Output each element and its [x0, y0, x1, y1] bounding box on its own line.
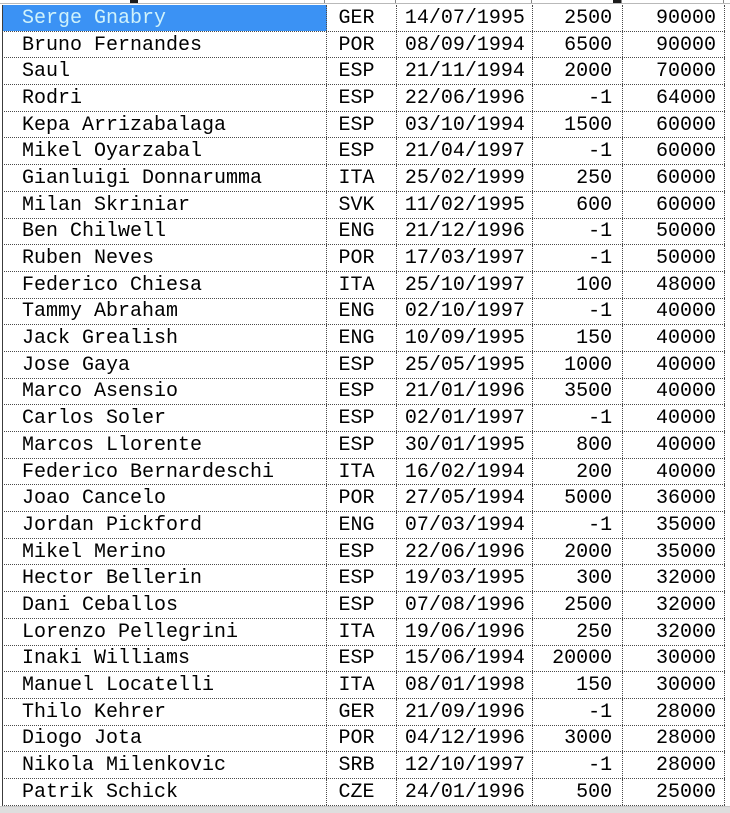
cell-value-1[interactable]: 1500 [533, 112, 623, 138]
cell-birth-date[interactable]: 19/03/1995 [397, 565, 533, 591]
cell-birth-date[interactable]: 22/06/1996 [397, 85, 533, 111]
cell-value-1[interactable]: -1 [533, 138, 623, 164]
table-row[interactable] [2, 245, 725, 272]
cell-birth-date[interactable]: 02/10/1997 [397, 299, 533, 325]
cell-player-name[interactable]: Jordan Pickford [3, 512, 327, 538]
cell-value-2[interactable]: 64000 [623, 85, 725, 111]
cell-player-name[interactable]: Bruno Fernandes [3, 32, 327, 58]
cell-value-1[interactable]: 300 [533, 565, 623, 591]
cell-birth-date[interactable]: 21/01/1996 [397, 379, 533, 405]
table-row[interactable] [2, 85, 725, 112]
cell-player-name[interactable]: Thilo Kehrer [3, 699, 327, 725]
cell-player-name[interactable]: Serge Gnabry [3, 5, 327, 31]
cell-value-2[interactable]: 70000 [623, 58, 725, 84]
cell-value-2[interactable]: 35000 [623, 539, 725, 565]
table-row[interactable] [2, 379, 725, 406]
cell-birth-date[interactable]: 30/01/1995 [397, 432, 533, 458]
cell-nationality[interactable]: POR [327, 726, 398, 752]
cell-birth-date[interactable]: 21/12/1996 [397, 219, 533, 245]
cell-player-name[interactable]: Mikel Merino [3, 539, 327, 565]
cell-player-name[interactable]: Lorenzo Pellegrini [3, 619, 327, 645]
cell-player-name[interactable]: Gianluigi Donnarumma [3, 165, 327, 191]
cell-birth-date[interactable]: 27/05/1994 [397, 485, 533, 511]
table-row[interactable] [2, 405, 725, 432]
cell-birth-date[interactable]: 16/02/1994 [397, 459, 533, 485]
cell-player-name[interactable]: Rodri [3, 85, 327, 111]
cell-value-1[interactable]: 2500 [533, 592, 623, 618]
cell-value-1[interactable]: 150 [533, 672, 623, 698]
cell-value-1[interactable]: 2000 [533, 539, 623, 565]
cell-nationality[interactable]: ESP [327, 565, 398, 591]
table-row[interactable] [2, 5, 725, 32]
table-row[interactable] [2, 619, 725, 646]
cell-value-2[interactable]: 28000 [623, 726, 725, 752]
cell-birth-date[interactable]: 24/01/1996 [397, 779, 533, 805]
cell-value-1[interactable]: -1 [533, 699, 623, 725]
cell-player-name[interactable]: Tammy Abraham [3, 299, 327, 325]
cell-nationality[interactable]: POR [327, 245, 398, 271]
table-row[interactable] [2, 219, 725, 246]
table-row[interactable] [2, 192, 725, 219]
cell-value-2[interactable]: 40000 [623, 325, 725, 351]
cell-nationality[interactable]: ENG [327, 325, 398, 351]
cell-birth-date[interactable]: 22/06/1996 [397, 539, 533, 565]
cell-player-name[interactable]: Manuel Locatelli [3, 672, 327, 698]
cell-player-name[interactable]: Jack Grealish [3, 325, 327, 351]
cell-nationality[interactable]: CZE [327, 779, 398, 805]
cell-value-1[interactable]: -1 [533, 752, 623, 778]
table-row[interactable] [2, 459, 725, 486]
cell-nationality[interactable]: ESP [327, 58, 398, 84]
cell-nationality[interactable]: ITA [327, 272, 398, 298]
cell-birth-date[interactable]: 19/06/1996 [397, 619, 533, 645]
cell-nationality[interactable]: GER [327, 5, 398, 31]
table-row[interactable] [2, 58, 725, 85]
cell-player-name[interactable]: Federico Chiesa [3, 272, 327, 298]
cell-nationality[interactable]: ENG [327, 512, 398, 538]
cell-nationality[interactable]: ESP [327, 432, 398, 458]
cell-value-1[interactable]: 250 [533, 165, 623, 191]
cell-value-1[interactable]: 500 [533, 779, 623, 805]
cell-player-name[interactable]: Diogo Jota [3, 726, 327, 752]
cell-value-1[interactable]: -1 [533, 512, 623, 538]
cell-player-name[interactable]: Dani Ceballos [3, 592, 327, 618]
cell-value-2[interactable]: 48000 [623, 272, 725, 298]
table-row[interactable] [2, 165, 725, 192]
cell-birth-date[interactable]: 07/08/1996 [397, 592, 533, 618]
cell-value-1[interactable]: 2000 [533, 58, 623, 84]
table-row[interactable] [2, 485, 725, 512]
cell-value-1[interactable]: 200 [533, 459, 623, 485]
cell-value-2[interactable]: 40000 [623, 352, 725, 378]
cell-value-1[interactable]: 150 [533, 325, 623, 351]
cell-nationality[interactable]: ESP [327, 112, 398, 138]
cell-nationality[interactable]: SRB [327, 752, 398, 778]
table-row[interactable] [2, 112, 725, 139]
table-row[interactable] [2, 299, 725, 326]
horizontal-scrollbar-track[interactable] [0, 806, 730, 813]
cell-nationality[interactable]: POR [327, 485, 398, 511]
cell-player-name[interactable]: Marco Asensio [3, 379, 327, 405]
cell-birth-date[interactable]: 25/05/1995 [397, 352, 533, 378]
table-row[interactable] [2, 565, 725, 592]
table-row[interactable] [2, 512, 725, 539]
cell-value-2[interactable]: 32000 [623, 565, 725, 591]
cell-value-2[interactable]: 25000 [623, 779, 725, 805]
cell-value-2[interactable]: 90000 [623, 5, 725, 31]
table-row[interactable] [2, 752, 725, 779]
cell-value-2[interactable]: 60000 [623, 165, 725, 191]
cell-player-name[interactable]: Mikel Oyarzabal [3, 138, 327, 164]
cell-birth-date[interactable]: 21/09/1996 [397, 699, 533, 725]
cell-nationality[interactable]: ESP [327, 646, 398, 672]
table-row[interactable] [2, 272, 725, 299]
cell-nationality[interactable]: ITA [327, 672, 398, 698]
cell-birth-date[interactable]: 10/09/1995 [397, 325, 533, 351]
cell-value-1[interactable]: 3000 [533, 726, 623, 752]
cell-player-name[interactable]: Ben Chilwell [3, 219, 327, 245]
cell-value-2[interactable]: 40000 [623, 379, 725, 405]
cell-nationality[interactable]: ESP [327, 379, 398, 405]
table-row[interactable] [2, 726, 725, 753]
cell-value-2[interactable]: 60000 [623, 112, 725, 138]
cell-player-name[interactable]: Kepa Arrizabalaga [3, 112, 327, 138]
cell-birth-date[interactable]: 21/11/1994 [397, 58, 533, 84]
cell-value-1[interactable]: 20000 [533, 646, 623, 672]
cell-birth-date[interactable]: 17/03/1997 [397, 245, 533, 271]
cell-nationality[interactable]: ESP [327, 138, 398, 164]
cell-nationality[interactable]: ENG [327, 219, 398, 245]
cell-value-1[interactable]: -1 [533, 245, 623, 271]
cell-player-name[interactable]: Nikola Milenkovic [3, 752, 327, 778]
table-row[interactable] [2, 779, 725, 806]
cell-value-2[interactable]: 28000 [623, 752, 725, 778]
table-row[interactable] [2, 592, 725, 619]
cell-value-2[interactable]: 35000 [623, 512, 725, 538]
cell-nationality[interactable]: ESP [327, 539, 398, 565]
table-row[interactable] [2, 352, 725, 379]
cell-value-1[interactable]: -1 [533, 219, 623, 245]
cell-nationality[interactable]: ESP [327, 85, 398, 111]
cell-value-2[interactable]: 60000 [623, 192, 725, 218]
table-row[interactable] [2, 646, 725, 673]
cell-birth-date[interactable]: 02/01/1997 [397, 405, 533, 431]
cell-value-1[interactable]: -1 [533, 405, 623, 431]
cell-birth-date[interactable]: 07/03/1994 [397, 512, 533, 538]
cell-birth-date[interactable]: 25/02/1999 [397, 165, 533, 191]
cell-birth-date[interactable]: 11/02/1995 [397, 192, 533, 218]
cell-value-1[interactable]: 250 [533, 619, 623, 645]
table-row[interactable] [2, 32, 725, 59]
cell-nationality[interactable]: ITA [327, 165, 398, 191]
cell-nationality[interactable]: POR [327, 32, 398, 58]
cell-value-1[interactable]: 3500 [533, 379, 623, 405]
cell-nationality[interactable]: ESP [327, 352, 398, 378]
cell-value-1[interactable]: 800 [533, 432, 623, 458]
cell-player-name[interactable]: Federico Bernardeschi [3, 459, 327, 485]
cell-birth-date[interactable]: 12/10/1997 [397, 752, 533, 778]
cell-value-2[interactable]: 36000 [623, 485, 725, 511]
table-row[interactable] [2, 325, 725, 352]
cell-value-1[interactable]: -1 [533, 299, 623, 325]
header-divider-line [0, 3, 730, 4]
cell-player-name[interactable]: Hector Bellerin [3, 565, 327, 591]
cell-birth-date[interactable]: 15/06/1994 [397, 646, 533, 672]
cell-player-name[interactable]: Marcos Llorente [3, 432, 327, 458]
cell-value-1[interactable]: 2500 [533, 5, 623, 31]
cell-birth-date[interactable]: 21/04/1997 [397, 138, 533, 164]
cell-value-1[interactable]: -1 [533, 85, 623, 111]
cell-birth-date[interactable]: 08/01/1998 [397, 672, 533, 698]
cell-player-name[interactable]: Milan Skriniar [3, 192, 327, 218]
cell-nationality[interactable]: ESP [327, 405, 398, 431]
cell-nationality[interactable]: ITA [327, 459, 398, 485]
cell-value-2[interactable]: 50000 [623, 219, 725, 245]
cell-value-2[interactable]: 60000 [623, 138, 725, 164]
cell-value-1[interactable]: 1000 [533, 352, 623, 378]
cell-value-2[interactable]: 28000 [623, 699, 725, 725]
table-row[interactable] [2, 432, 725, 459]
table-row[interactable] [2, 672, 725, 699]
cell-player-name[interactable]: Patrik Schick [3, 779, 327, 805]
data-grid [2, 5, 725, 806]
cell-player-name[interactable]: Saul [3, 58, 327, 84]
cell-value-2[interactable]: 40000 [623, 432, 725, 458]
cell-value-1[interactable]: 6500 [533, 32, 623, 58]
cell-value-2[interactable]: 32000 [623, 619, 725, 645]
cell-player-name[interactable]: Ruben Neves [3, 245, 327, 271]
cell-value-1[interactable]: 100 [533, 272, 623, 298]
cell-player-name[interactable]: Jose Gaya [3, 352, 327, 378]
cell-nationality[interactable]: ITA [327, 619, 398, 645]
cell-player-name[interactable]: Inaki Williams [3, 646, 327, 672]
cell-value-2[interactable]: 50000 [623, 245, 725, 271]
cell-value-2[interactable]: 90000 [623, 32, 725, 58]
cell-birth-date[interactable]: 03/10/1994 [397, 112, 533, 138]
cell-value-1[interactable]: 5000 [533, 485, 623, 511]
table-row[interactable] [2, 138, 725, 165]
table-row[interactable] [2, 699, 725, 726]
cell-value-1[interactable]: 600 [533, 192, 623, 218]
cell-value-2[interactable]: 30000 [623, 672, 725, 698]
cell-value-2[interactable]: 40000 [623, 299, 725, 325]
cell-value-2[interactable]: 32000 [623, 592, 725, 618]
table-row[interactable] [2, 539, 725, 566]
cell-value-2[interactable]: 40000 [623, 459, 725, 485]
cell-birth-date[interactable]: 04/12/1996 [397, 726, 533, 752]
cell-birth-date[interactable]: 14/07/1995 [397, 5, 533, 31]
cell-nationality[interactable]: ESP [327, 592, 398, 618]
cell-nationality[interactable]: ENG [327, 299, 398, 325]
cell-nationality[interactable]: SVK [327, 192, 398, 218]
cell-birth-date[interactable]: 08/09/1994 [397, 32, 533, 58]
cell-player-name[interactable]: Joao Cancelo [3, 485, 327, 511]
cell-value-2[interactable]: 30000 [623, 646, 725, 672]
cell-birth-date[interactable]: 25/10/1997 [397, 272, 533, 298]
cell-nationality[interactable]: GER [327, 699, 398, 725]
cell-value-2[interactable]: 40000 [623, 405, 725, 431]
cell-player-name[interactable]: Carlos Soler [3, 405, 327, 431]
